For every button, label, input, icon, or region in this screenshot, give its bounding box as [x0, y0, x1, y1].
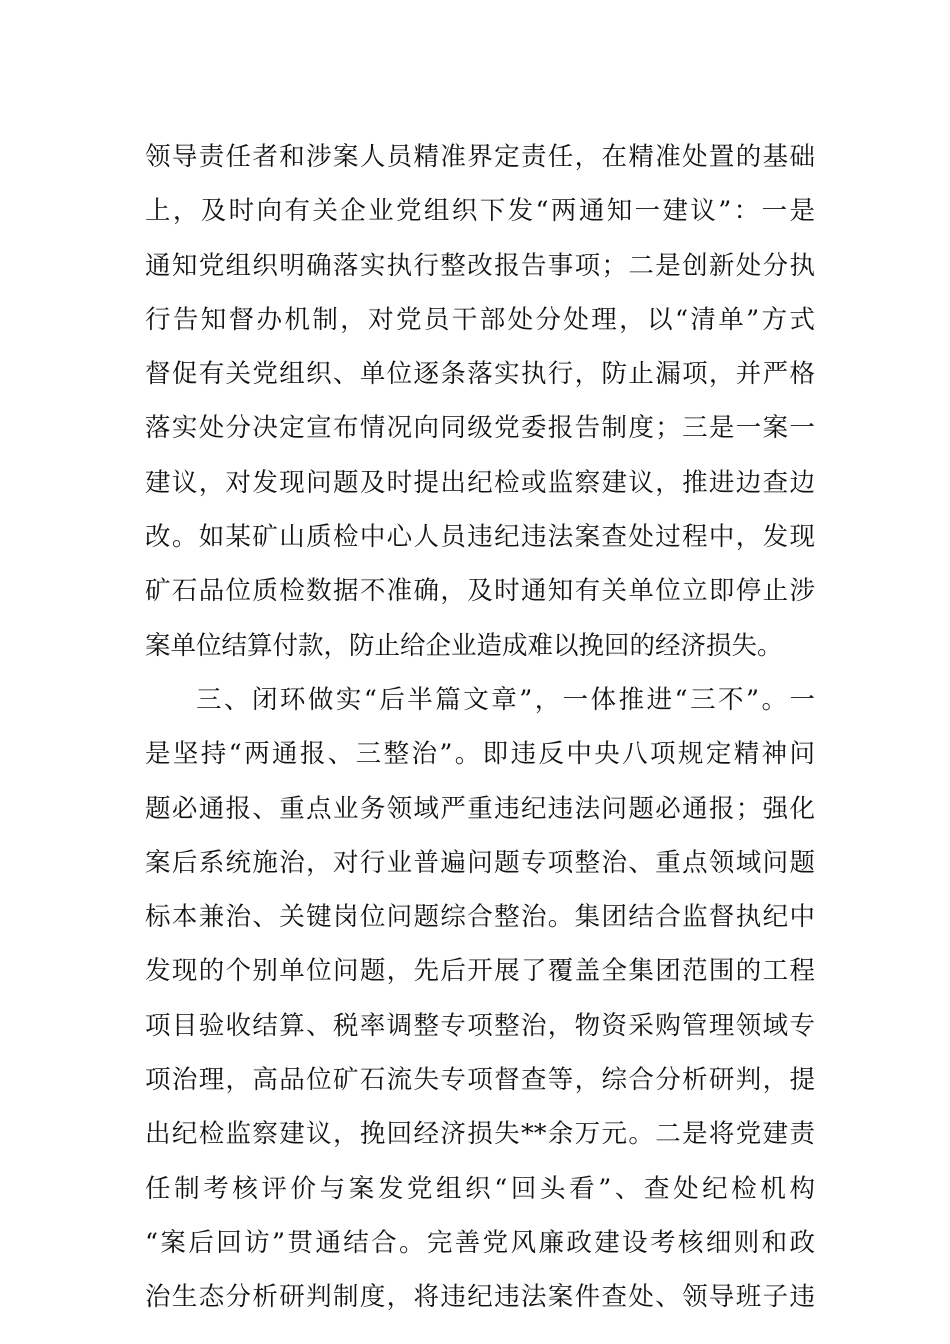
- text-line-22: 治生态分析研判制度，将违纪违法案件查处、领导班子违: [145, 1282, 815, 1313]
- text-line-18: 项治理，高品位矿石流失专项督查等，综合分析研判，提: [145, 1065, 815, 1096]
- text-line-20: 任制考核评价与案发党组织“回头看”、查处纪检机构: [145, 1173, 815, 1204]
- text-line-10: 案单位结算付款，防止给企业造成难以挽回的经济损失。: [145, 630, 783, 661]
- text-line-3: 通知党组织明确落实执行整改报告事项；二是创新处分执: [145, 250, 815, 281]
- text-line-11: 三、闭环做实“后半篇文章”，一体推进“三不”。一: [196, 684, 815, 715]
- text-line-14: 案后系统施治，对行业普遍问题专项整治、重点领域问题: [145, 847, 815, 878]
- text-line-4: 行告知督办机制，对党员干部处分处理，以“清单”方式: [145, 304, 815, 335]
- text-line-15: 标本兼治、关键岗位问题综合整治。集团结合监督执纪中: [145, 902, 815, 933]
- text-line-5: 督促有关党组织、单位逐条落实执行，防止漏项，并严格: [145, 359, 815, 390]
- body-text: [145, 130, 815, 1325]
- text-line-1: 领导责任者和涉案人员精准界定责任，在精准处置的基础: [145, 142, 815, 172]
- text-line-7: 建议，对发现问题及时提出纪检或监察建议，推进边查边: [145, 467, 815, 498]
- text-line-8: 改。如某矿山质检中心人员违纪违法案查处过程中，发现: [145, 522, 815, 553]
- text-line-9: 矿石品位质检数据不准确，及时通知有关单位立即停止涉: [145, 576, 815, 607]
- text-line-16: 发现的个别单位问题，先后开展了覆盖全集团范围的工程: [145, 956, 815, 987]
- text-line-2: 上，及时向有关企业党组织下发“两通知一建议”：一是: [145, 196, 815, 227]
- text-line-21: “案后回访”贯通结合。完善党风廉政建设考核细则和政: [145, 1227, 815, 1258]
- text-line-6: 落实处分决定宣布情况向同级党委报告制度；三是一案一: [145, 413, 815, 444]
- text-line-19: 出纪检监察建议，挽回经济损失**余万元。二是将党建责: [145, 1119, 815, 1150]
- text-line-12: 是坚持“两通报、三整治”。即违反中央八项规定精神问: [145, 739, 815, 770]
- text-line-13: 题必通报、重点业务领域严重违纪违法问题必通报；强化: [145, 793, 815, 824]
- text-line-17: 项目验收结算、税率调整专项整治，物资采购管理领域专: [145, 1010, 815, 1041]
